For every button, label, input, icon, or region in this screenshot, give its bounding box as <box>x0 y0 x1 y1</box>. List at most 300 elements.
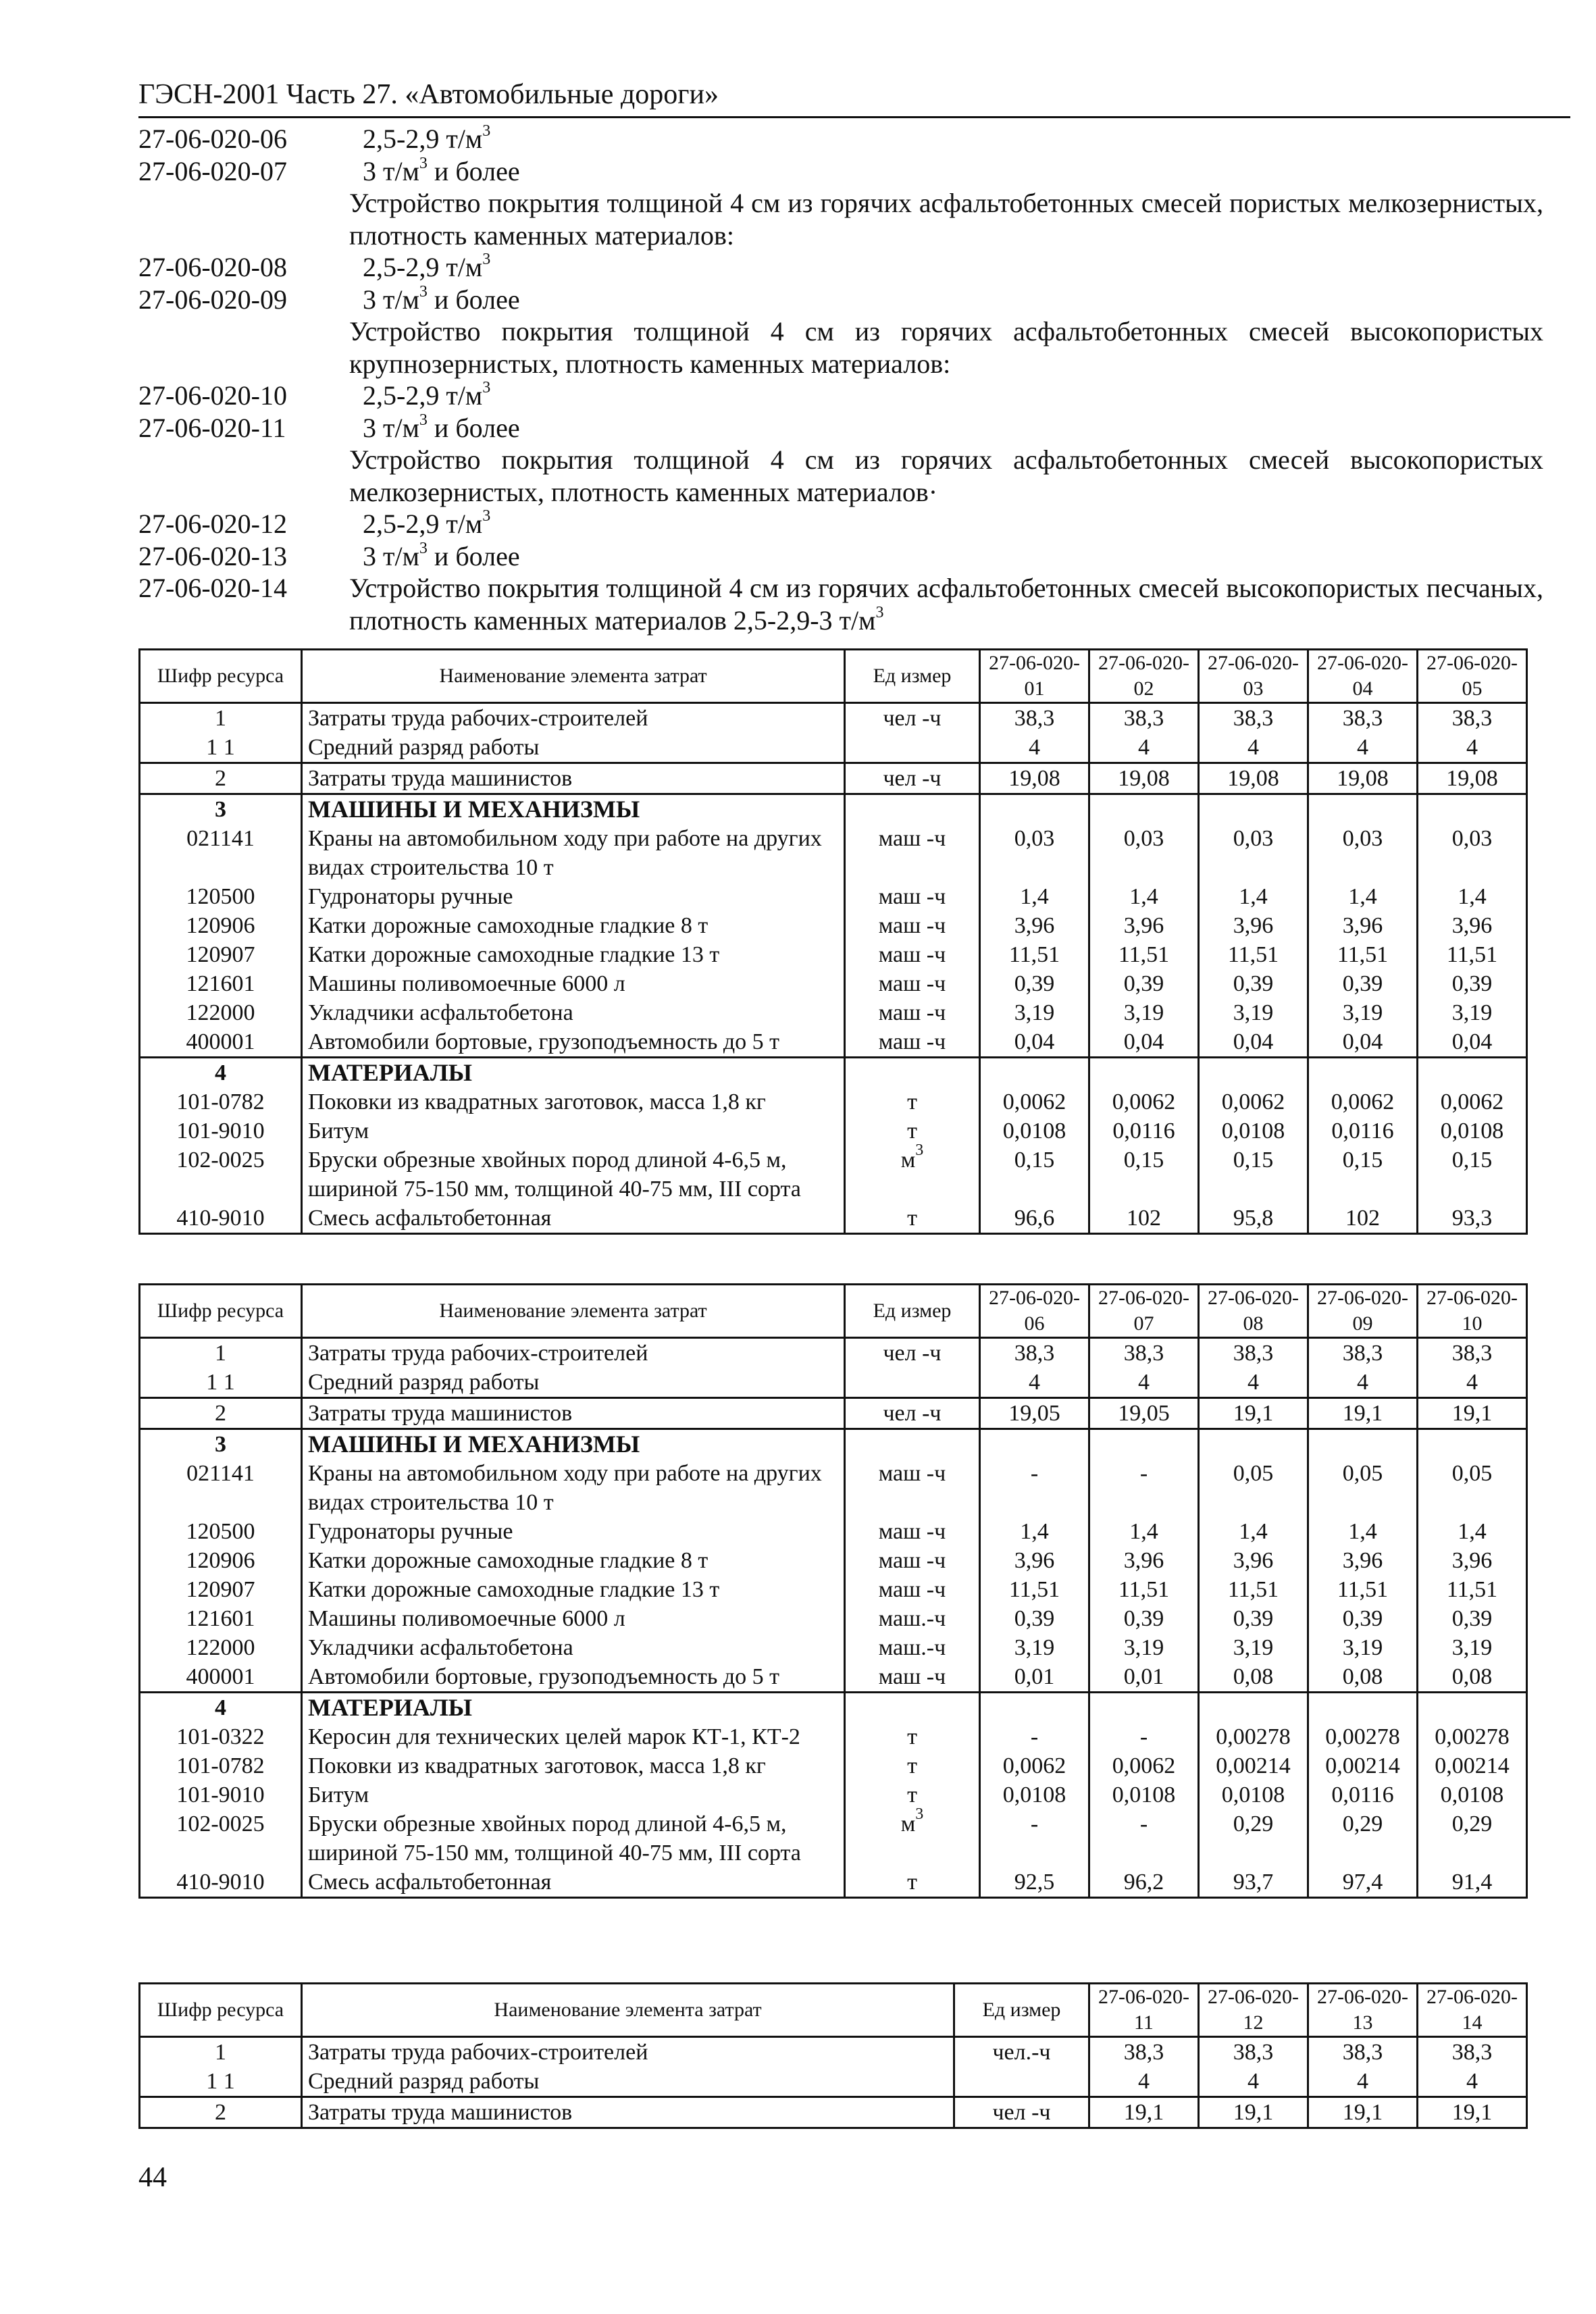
value-cell: 0,0062 <box>980 1751 1089 1780</box>
resource-unit <box>845 1459 980 1517</box>
intro-code: 27-06-020-13 <box>138 540 287 571</box>
value-cell: 0,00278 <box>1418 1722 1527 1751</box>
unit-text: т <box>907 1870 917 1895</box>
intro-text-main: 3 т/м <box>363 412 419 443</box>
resource-code: 410-9010 <box>140 1868 302 1898</box>
resource-unit <box>845 1204 980 1234</box>
value-cell: 1,4 <box>1199 882 1308 911</box>
value-cell: 0,39 <box>1308 1604 1418 1633</box>
value-cell: 19,08 <box>1089 763 1199 794</box>
value-cell: 3,96 <box>1199 911 1308 940</box>
value-cell: 11,51 <box>1418 1575 1527 1604</box>
table-row <box>140 1604 1527 1633</box>
intro-text-main: Устройство покрытия толщиной 4 см из горячих асфальтобетонных смесей высокопористых крупнозернистых, плотность каменных материалов: <box>349 316 1543 379</box>
table-header-row <box>140 1285 1527 1338</box>
value-cell: 0,0108 <box>1199 1116 1308 1146</box>
resource-unit <box>845 998 980 1027</box>
resource-code: 2 <box>140 1398 302 1429</box>
resource-name: Укладчики асфальтобетона <box>302 998 845 1027</box>
unit-text: м <box>900 1811 916 1836</box>
value-cell: 3,96 <box>1308 1546 1418 1575</box>
table-row <box>140 1459 1527 1517</box>
resource-unit <box>845 882 980 911</box>
intro-row <box>138 123 1543 155</box>
resource-name: Средний разряд работы <box>302 2067 954 2097</box>
resource-unit <box>845 1027 980 1058</box>
table-row <box>140 794 1527 825</box>
resource-unit <box>954 2067 1089 2097</box>
resource-unit <box>845 969 980 998</box>
intro-text-main: 2,5-2,9 т/м <box>363 124 483 154</box>
value-cell: 4 <box>1308 2067 1418 2097</box>
resource-unit <box>845 1604 980 1633</box>
value-cell: 11,51 <box>1199 1575 1308 1604</box>
resource-name: Затраты труда рабочих-строителей <box>302 703 845 734</box>
resource-code: 4 <box>140 1693 302 1723</box>
value-cell: 1,4 <box>1089 882 1199 911</box>
resource-unit <box>845 1429 980 1460</box>
value-cell: 1,4 <box>1089 1517 1199 1546</box>
value-cell: 38,3 <box>1308 1338 1418 1368</box>
intro-text <box>349 572 1543 636</box>
column-header: 27-06-020-07 <box>1089 1285 1199 1338</box>
table-row <box>140 1780 1527 1809</box>
value-cell: 1,4 <box>1418 1517 1527 1546</box>
resource-unit <box>845 1751 980 1780</box>
value-cell: 19,08 <box>1199 763 1308 794</box>
resource-code: 120906 <box>140 911 302 940</box>
resource-unit <box>954 2037 1089 2067</box>
resource-code: 121601 <box>140 1604 302 1633</box>
resource-name: Укладчики асфальтобетона <box>302 1633 845 1662</box>
resource-unit <box>845 1693 980 1723</box>
value-cell: 0,04 <box>1308 1027 1418 1058</box>
value-cell <box>980 1058 1089 1088</box>
unit-text: маш -ч <box>878 1548 946 1573</box>
resource-code: 101-0782 <box>140 1751 302 1780</box>
intro-text <box>349 284 1543 316</box>
value-cell: 4 <box>1308 733 1418 763</box>
resource-code: 102-0025 <box>140 1146 302 1204</box>
resource-name: МАШИНЫ И МЕХАНИЗМЫ <box>302 794 845 825</box>
value-cell: 0,03 <box>980 824 1089 882</box>
intro-text-main: 3 т/м <box>363 284 419 315</box>
unit-text: маш -ч <box>878 826 946 851</box>
resource-unit <box>845 1780 980 1809</box>
column-header: 27-06-020-14 <box>1418 1984 1527 2037</box>
column-header: Ед измер <box>845 650 980 703</box>
table-row <box>140 998 1527 1027</box>
column-header: 27-06-020-06 <box>980 1285 1089 1338</box>
value-cell: 4 <box>1089 733 1199 763</box>
resource-unit <box>845 733 980 763</box>
resource-unit <box>845 1868 980 1898</box>
resource-name: Гудронаторы ручные <box>302 1517 845 1546</box>
unit-text: чел -ч <box>992 2100 1051 2125</box>
value-cell: 0,15 <box>1418 1146 1527 1204</box>
intro-code: 27-06-020-07 <box>138 155 287 186</box>
value-cell: 11,51 <box>1089 940 1199 969</box>
value-cell: 0,0108 <box>1199 1780 1308 1809</box>
value-cell: 3,19 <box>980 1633 1089 1662</box>
resource-name: Затраты труда машинистов <box>302 763 845 794</box>
table-row <box>140 1027 1527 1058</box>
resource-code: 400001 <box>140 1662 302 1693</box>
table-row <box>140 1087 1527 1116</box>
value-cell: 4 <box>1089 2067 1199 2097</box>
table-row <box>140 1429 1527 1460</box>
resource-unit <box>845 1368 980 1398</box>
resource-code: 3 <box>140 794 302 825</box>
value-cell: 3,19 <box>1308 1633 1418 1662</box>
value-cell: 0,03 <box>1089 824 1199 882</box>
intro-row <box>138 380 1543 412</box>
value-cell: 0,04 <box>1089 1027 1199 1058</box>
value-cell: - <box>1089 1809 1199 1868</box>
value-cell: 3,19 <box>1089 998 1199 1027</box>
unit-text: чел -ч <box>883 1341 942 1366</box>
intro-code: 27-06-020-10 <box>138 380 287 411</box>
value-cell: 0,00214 <box>1199 1751 1308 1780</box>
value-cell: 19,1 <box>1199 2097 1308 2128</box>
resource-code: 120907 <box>140 940 302 969</box>
value-cell <box>1199 1693 1308 1723</box>
table-row <box>140 1633 1527 1662</box>
resource-code: 021141 <box>140 824 302 882</box>
value-cell <box>1308 794 1418 825</box>
table-row <box>140 1204 1527 1234</box>
resource-unit <box>845 703 980 734</box>
superscript: 3 <box>419 411 428 429</box>
resource-name: Катки дорожные самоходные гладкие 13 т <box>302 940 845 969</box>
column-header: Шифр ресурса <box>140 1984 302 2037</box>
intro-code: 27-06-020-09 <box>138 284 287 315</box>
table-row <box>140 2067 1527 2097</box>
superscript: 3 <box>915 1141 924 1159</box>
value-cell: 91,4 <box>1418 1868 1527 1898</box>
value-cell: 4 <box>1199 733 1308 763</box>
value-cell: 38,3 <box>1089 1338 1199 1368</box>
unit-text: т <box>907 1119 917 1143</box>
value-cell: 11,51 <box>980 940 1089 969</box>
table-row <box>140 1368 1527 1398</box>
value-cell: 0,04 <box>1199 1027 1308 1058</box>
value-cell: 3,96 <box>980 1546 1089 1575</box>
value-cell: 0,0062 <box>1089 1751 1199 1780</box>
resource-unit <box>845 1662 980 1693</box>
unit-text: чел -ч <box>883 706 942 731</box>
resource-unit <box>845 763 980 794</box>
resource-name: Машины поливомоечные 6000 л <box>302 1604 845 1633</box>
intro-code: 27-06-020-11 <box>138 412 286 443</box>
intro-text <box>349 412 1543 444</box>
value-cell: 1,4 <box>1308 1517 1418 1546</box>
value-cell: 0,0062 <box>1418 1087 1527 1116</box>
resource-name: Гудронаторы ручные <box>302 882 845 911</box>
unit-text: маш -ч <box>878 1461 946 1486</box>
value-cell: 11,51 <box>980 1575 1089 1604</box>
resource-unit <box>845 1087 980 1116</box>
intro-text-after: и более <box>427 284 520 315</box>
value-cell: 1,4 <box>1418 882 1527 911</box>
value-cell: 38,3 <box>1199 703 1308 734</box>
superscript: 3 <box>419 154 428 172</box>
value-cell: 0,08 <box>1199 1662 1308 1693</box>
resource-code: 021141 <box>140 1459 302 1517</box>
unit-text: маш.-ч <box>878 1606 946 1631</box>
value-cell: 0,39 <box>1089 969 1199 998</box>
resource-code: 120500 <box>140 882 302 911</box>
value-cell: 97,4 <box>1308 1868 1418 1898</box>
value-cell: 19,08 <box>1418 763 1527 794</box>
intro-text <box>349 540 1543 573</box>
value-cell: 4 <box>1418 2067 1527 2097</box>
resource-name: Затраты труда рабочих-строителей <box>302 1338 845 1368</box>
value-cell: 3,96 <box>980 911 1089 940</box>
table-row <box>140 1722 1527 1751</box>
intro-text-main: 2,5-2,9 т/м <box>363 509 483 539</box>
value-cell: 0,08 <box>1418 1662 1527 1693</box>
table-row <box>140 1398 1527 1429</box>
superscript: 3 <box>482 379 491 396</box>
value-cell: 19,05 <box>980 1398 1089 1429</box>
superscript: 3 <box>419 282 428 301</box>
value-cell: 0,39 <box>1089 1604 1199 1633</box>
value-cell: 0,29 <box>1418 1809 1527 1868</box>
value-cell: 0,04 <box>1418 1027 1527 1058</box>
resource-code: 122000 <box>140 998 302 1027</box>
table-row <box>140 1517 1527 1546</box>
intro-list <box>138 123 1543 636</box>
table-row <box>140 763 1527 794</box>
value-cell: 1,4 <box>980 1517 1089 1546</box>
resource-unit <box>845 940 980 969</box>
value-cell: 38,3 <box>980 703 1089 734</box>
value-cell: 19,05 <box>1089 1398 1199 1429</box>
intro-row <box>138 155 1543 188</box>
table-row <box>140 1868 1527 1898</box>
resource-name: Затраты труда машинистов <box>302 2097 954 2128</box>
intro-text-main: 3 т/м <box>363 155 419 186</box>
table-row <box>140 703 1527 734</box>
column-header: Шифр ресурса <box>140 650 302 703</box>
value-cell: 0,39 <box>1199 969 1308 998</box>
intro-code <box>138 444 349 508</box>
resource-unit <box>845 794 980 825</box>
column-header: 27-06-020-11 <box>1089 1984 1199 2037</box>
value-cell: 96,2 <box>1089 1868 1199 1898</box>
resource-name: Смесь асфальтобетонная <box>302 1204 845 1234</box>
column-header: 27-06-020-09 <box>1308 1285 1418 1338</box>
value-cell: 95,8 <box>1199 1204 1308 1234</box>
resource-code: 120500 <box>140 1517 302 1546</box>
column-header: 27-06-020-10 <box>1418 1285 1527 1338</box>
superscript: 3 <box>482 122 491 140</box>
resource-name: Битум <box>302 1116 845 1146</box>
value-cell: 0,00214 <box>1308 1751 1418 1780</box>
resource-name: Бруски обрезные хвойных пород длиной 4-6,5 м, шириной 75-150 мм, толщиной 40-75 мм, III сорта <box>302 1809 845 1868</box>
value-cell: - <box>1089 1459 1199 1517</box>
value-cell: 11,51 <box>1199 940 1308 969</box>
intro-row <box>138 251 1543 284</box>
value-cell: 1,4 <box>980 882 1089 911</box>
value-cell: 0,05 <box>1199 1459 1308 1517</box>
column-header: Наименование элемента затрат <box>302 650 845 703</box>
resource-name: Затраты труда рабочих-строителей <box>302 2037 954 2067</box>
value-cell: 0,0062 <box>1308 1087 1418 1116</box>
unit-text: т <box>907 1724 917 1749</box>
column-header: Наименование элемента затрат <box>302 1984 954 2037</box>
table-row <box>140 1116 1527 1146</box>
value-cell: 1,4 <box>1199 1517 1308 1546</box>
resource-name: Керосин для технических целей марок КТ-1, КТ-2 <box>302 1722 845 1751</box>
value-cell <box>1199 794 1308 825</box>
intro-text <box>349 155 1543 188</box>
table-row <box>140 911 1527 940</box>
value-cell: 0,29 <box>1199 1809 1308 1868</box>
intro-text-after: и более <box>427 412 520 443</box>
intro-row <box>138 187 1543 251</box>
value-cell: 38,3 <box>1199 2037 1308 2067</box>
value-cell: 0,15 <box>980 1146 1089 1204</box>
resource-name: Затраты труда машинистов <box>302 1398 845 1429</box>
intro-row <box>138 572 1543 636</box>
column-header: Ед измер <box>954 1984 1089 2037</box>
resource-code: 1 <box>140 703 302 734</box>
value-cell: 0,0062 <box>980 1087 1089 1116</box>
value-cell: 3,96 <box>1089 911 1199 940</box>
value-cell: 19,1 <box>1308 1398 1418 1429</box>
value-cell: 0,0108 <box>1418 1116 1527 1146</box>
value-cell: 1,4 <box>1308 882 1418 911</box>
page-number: 44 <box>138 2162 167 2193</box>
value-cell: 0,05 <box>1418 1459 1527 1517</box>
value-cell: 0,39 <box>980 969 1089 998</box>
table-row <box>140 824 1527 882</box>
value-cell: 0,00278 <box>1199 1722 1308 1751</box>
superscript: 3 <box>915 1805 924 1823</box>
column-header: Шифр ресурса <box>140 1285 302 1338</box>
intro-code <box>138 187 349 251</box>
value-cell <box>1418 1693 1527 1723</box>
resource-code: 4 <box>140 1058 302 1088</box>
value-cell: 19,08 <box>980 763 1089 794</box>
value-cell: 4 <box>980 733 1089 763</box>
unit-text: маш -ч <box>878 1577 946 1602</box>
value-cell: 3,19 <box>1308 998 1418 1027</box>
unit-text: маш.-ч <box>878 1635 946 1660</box>
unit-text: т <box>907 1089 917 1114</box>
table-header-row <box>140 1984 1527 2037</box>
value-cell: 38,3 <box>1418 2037 1527 2067</box>
unit-text: маш -ч <box>878 1029 946 1054</box>
value-cell: 19,1 <box>1089 2097 1199 2128</box>
intro-text-main: 2,5-2,9 т/м <box>363 252 483 282</box>
value-cell <box>980 1693 1089 1723</box>
value-cell: 3,19 <box>980 998 1089 1027</box>
value-cell <box>1308 1693 1418 1723</box>
intro-code <box>138 315 349 380</box>
value-cell: 19,1 <box>1199 1398 1308 1429</box>
unit-text: маш -ч <box>878 942 946 967</box>
table-row <box>140 1338 1527 1368</box>
value-cell: 96,6 <box>980 1204 1089 1234</box>
value-cell: 38,3 <box>1089 2037 1199 2067</box>
value-cell: 0,39 <box>980 1604 1089 1633</box>
value-cell <box>1199 1429 1308 1460</box>
value-cell: 0,03 <box>1308 824 1418 882</box>
value-cell: 0,39 <box>1308 969 1418 998</box>
resource-name: Поковки из квадратных заготовок, масса 1,8 кг <box>302 1751 845 1780</box>
table-row <box>140 1546 1527 1575</box>
value-cell: 3,96 <box>1308 911 1418 940</box>
value-cell: - <box>980 1459 1089 1517</box>
value-cell: 38,3 <box>1308 2037 1418 2067</box>
value-cell: 0,0116 <box>1308 1116 1418 1146</box>
resource-code: 101-9010 <box>140 1780 302 1809</box>
resource-unit <box>954 2097 1089 2128</box>
value-cell <box>1089 1693 1199 1723</box>
value-cell: 4 <box>1199 2067 1308 2097</box>
column-header: 27-06-020-13 <box>1308 1984 1418 2037</box>
value-cell: 11,51 <box>1308 1575 1418 1604</box>
value-cell: 3,19 <box>1199 998 1308 1027</box>
column-header: 27-06-020-01 <box>980 650 1089 703</box>
unit-text: чел -ч <box>883 766 942 791</box>
value-cell: 0,00214 <box>1418 1751 1527 1780</box>
value-cell: 4 <box>1089 1368 1199 1398</box>
intro-text <box>349 187 1543 251</box>
resource-table-1 <box>138 648 1528 1235</box>
unit-text: маш -ч <box>878 971 946 996</box>
value-cell: - <box>980 1809 1089 1868</box>
resource-code: 1 1 <box>140 733 302 763</box>
intro-row <box>138 540 1543 573</box>
value-cell: 3,19 <box>1199 1633 1308 1662</box>
table-row <box>140 733 1527 763</box>
resource-name: Автомобили бортовые, грузоподъемность до 5 т <box>302 1662 845 1693</box>
column-header: 27-06-020-12 <box>1199 1984 1308 2037</box>
unit-text: маш -ч <box>878 913 946 938</box>
resource-code: 121601 <box>140 969 302 998</box>
resource-unit <box>845 1398 980 1429</box>
unit-text: т <box>907 1753 917 1778</box>
value-cell: 0,15 <box>1308 1146 1418 1204</box>
resource-name: Катки дорожные самоходные гладкие 13 т <box>302 1575 845 1604</box>
resource-name: Смесь асфальтобетонная <box>302 1868 845 1898</box>
value-cell: 0,05 <box>1308 1459 1418 1517</box>
resource-code: 3 <box>140 1429 302 1460</box>
value-cell: 0,39 <box>1418 1604 1527 1633</box>
resource-code: 101-0322 <box>140 1722 302 1751</box>
value-cell: 3,96 <box>1418 1546 1527 1575</box>
intro-text <box>349 251 1543 284</box>
value-cell: 0,39 <box>1199 1604 1308 1633</box>
resource-unit <box>845 1517 980 1546</box>
page-header: ГЭСН-2001 Часть 27. «Автомобильные дороги» <box>138 76 1570 118</box>
unit-text: м <box>900 1148 916 1173</box>
intro-code: 27-06-020-06 <box>138 124 287 154</box>
column-header: Ед измер <box>845 1285 980 1338</box>
resource-code: 120906 <box>140 1546 302 1575</box>
resource-name: Краны на автомобильном ходу при работе на других видах строительства 10 т <box>302 1459 845 1517</box>
value-cell: 0,0108 <box>1089 1780 1199 1809</box>
unit-text: т <box>907 1206 917 1231</box>
intro-text <box>349 508 1543 540</box>
value-cell: 0,03 <box>1418 824 1527 882</box>
resource-code: 1 <box>140 1338 302 1368</box>
resource-name: Машины поливомоечные 6000 л <box>302 969 845 998</box>
